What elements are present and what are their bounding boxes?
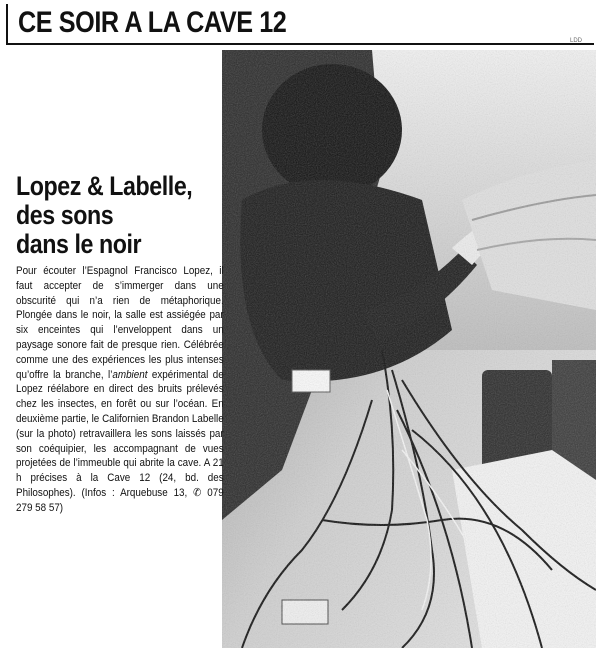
headline-line-3: dans le noir <box>16 229 142 259</box>
body-text-italic-term: ambient <box>112 368 148 381</box>
headline-line-1: Lopez & Labelle, <box>16 171 193 201</box>
header-rule-vertical <box>6 4 8 44</box>
header-rule-horizontal <box>6 43 594 45</box>
photo-credit: LDD <box>570 38 583 44</box>
section-kicker: CE SOIR A LA CAVE 12 <box>18 6 287 39</box>
article-body <box>16 264 224 516</box>
article-headline <box>16 172 226 259</box>
headline-line-2: des sons <box>16 200 114 230</box>
body-text-part-1: Pour écouter l’Espagnol Francisco Lopez, il faut accepter de s’immerger dans une obscurité qui n’a rien de métaphorique. Plongée dans le noir, la salle est assiégée par six enceintes qui l’enveloppent dans un paysage sonore fait de presque rien. Célébrée comme une des expériences les plus intenses qu’offre la branche, l’ <box>16 265 224 381</box>
photo-illustration <box>222 50 596 648</box>
article-photo <box>222 50 596 648</box>
body-text-part-2: expérimental de Lopez réélabore en direct des bruits prélevés chez les insectes, en forêt ou sur l’océan. En deuxième partie, le Californien Brandon Labelle (sur la photo) retravaillera les sons laissés par son coéquipier, les accompagnant de vues projetées de l’immeuble qui abrite la cave. A 21 h précises à la Cave 12 (24, bd. des Philosophes). (Infos : Arquebuse 13, ✆ 079 279 58 57) <box>16 368 224 514</box>
